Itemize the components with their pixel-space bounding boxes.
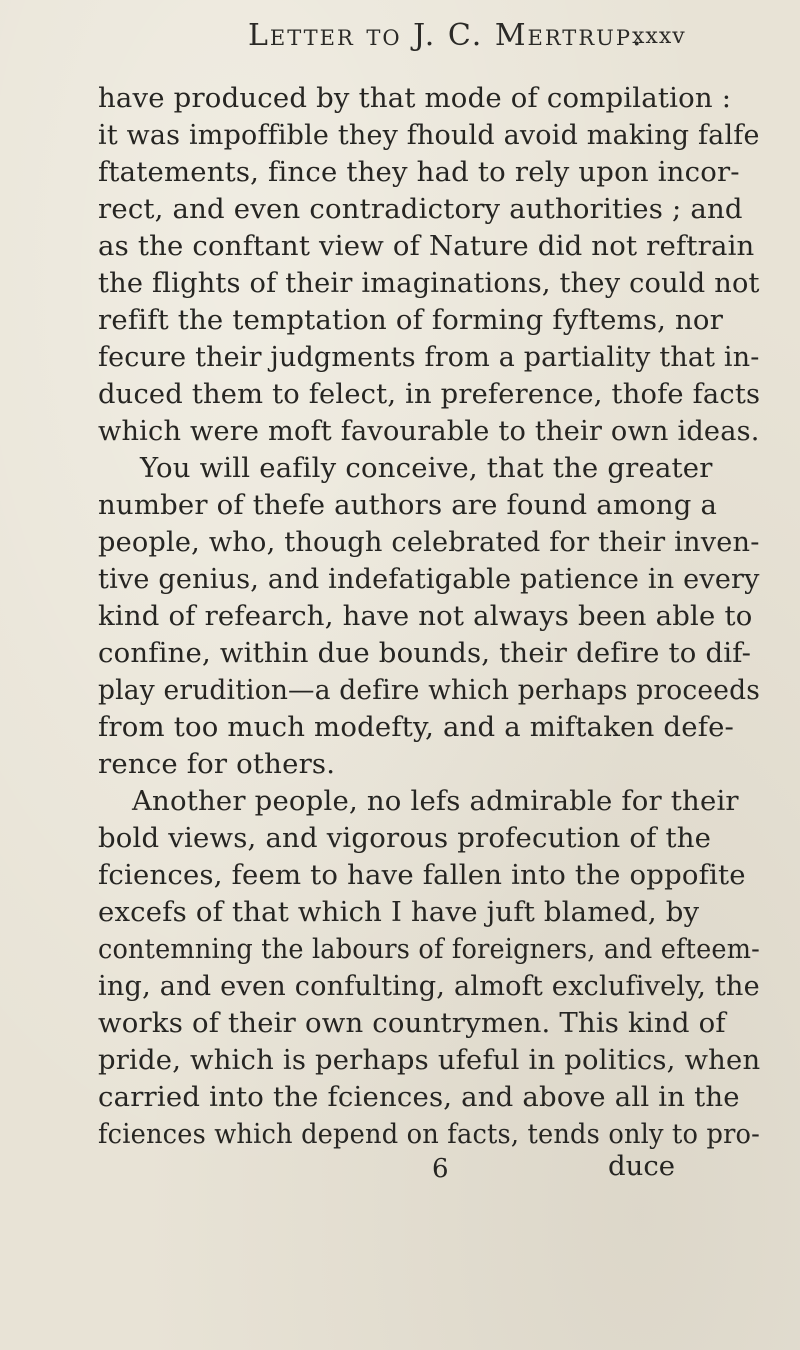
running-head bbox=[0, 16, 800, 56]
text-line: fecure their judgments from a partiality that in- bbox=[98, 341, 760, 373]
text-line: Another people, no lefs admirable for their bbox=[132, 785, 739, 817]
text-line: which were moft favourable to their own ideas. bbox=[98, 415, 760, 447]
text-line: ing, and even confulting, almoft exclufively, the bbox=[98, 970, 760, 1002]
text-line: people, who, though celebrated for their inven- bbox=[98, 526, 760, 558]
text-line: kind of refearch, have not always been able to bbox=[98, 600, 753, 632]
text-line: excefs of that which I have juft blamed, by bbox=[98, 896, 700, 928]
text-line: contemning the labours of foreigners, and efteem- bbox=[98, 933, 760, 965]
text-line: number of thefe authors are found among a bbox=[98, 489, 718, 521]
text-line: fciences, feem to have fallen into the oppofite bbox=[98, 859, 746, 891]
text-line: carried into the fciences, and above all in the bbox=[98, 1081, 740, 1113]
text-line: refift the temptation of forming fyftems, nor bbox=[98, 304, 724, 336]
text-line: pride, which is perhaps ufeful in politics, when bbox=[98, 1044, 761, 1076]
page-number: xxxv bbox=[632, 24, 686, 49]
text-line: as the conftant view of Nature did not reftrain bbox=[98, 230, 755, 262]
text-line: fciences which depend on facts, tends only to pro- bbox=[98, 1118, 761, 1150]
text-line: rect, and even contradictory authorities ; and bbox=[98, 193, 743, 225]
text-line: it was impoffible they fhould avoid making falfe bbox=[98, 119, 760, 151]
text-line: tive genius, and indefatigable patience in every bbox=[98, 563, 760, 595]
text-line: duced them to felect, in preference, thofe facts bbox=[98, 378, 761, 410]
text-line: have produced by that mode of compilation : bbox=[98, 82, 732, 114]
text-line: play erudition—a defire which perhaps proceeds bbox=[98, 674, 761, 706]
signature-mark: 6 bbox=[432, 1154, 449, 1184]
text-line: confine, within due bounds, their defire to dif- bbox=[98, 637, 752, 669]
text-line: ftatements, fince they had to rely upon incor- bbox=[98, 156, 740, 188]
text-line: the flights of their imaginations, they could not bbox=[98, 267, 760, 299]
text-line: bold views, and vigorous profecution of the bbox=[98, 822, 712, 854]
text-line: from too much modefty, and a miftaken defe- bbox=[98, 711, 735, 743]
catchword: duce bbox=[608, 1150, 675, 1182]
text-line: works of their own countrymen. This kind of bbox=[98, 1007, 726, 1039]
text-line: You will eafily conceive, that the greater bbox=[140, 452, 713, 484]
running-title: Letter to J. C. Mertrup. bbox=[248, 18, 644, 53]
text-line: rence for others. bbox=[98, 748, 336, 780]
